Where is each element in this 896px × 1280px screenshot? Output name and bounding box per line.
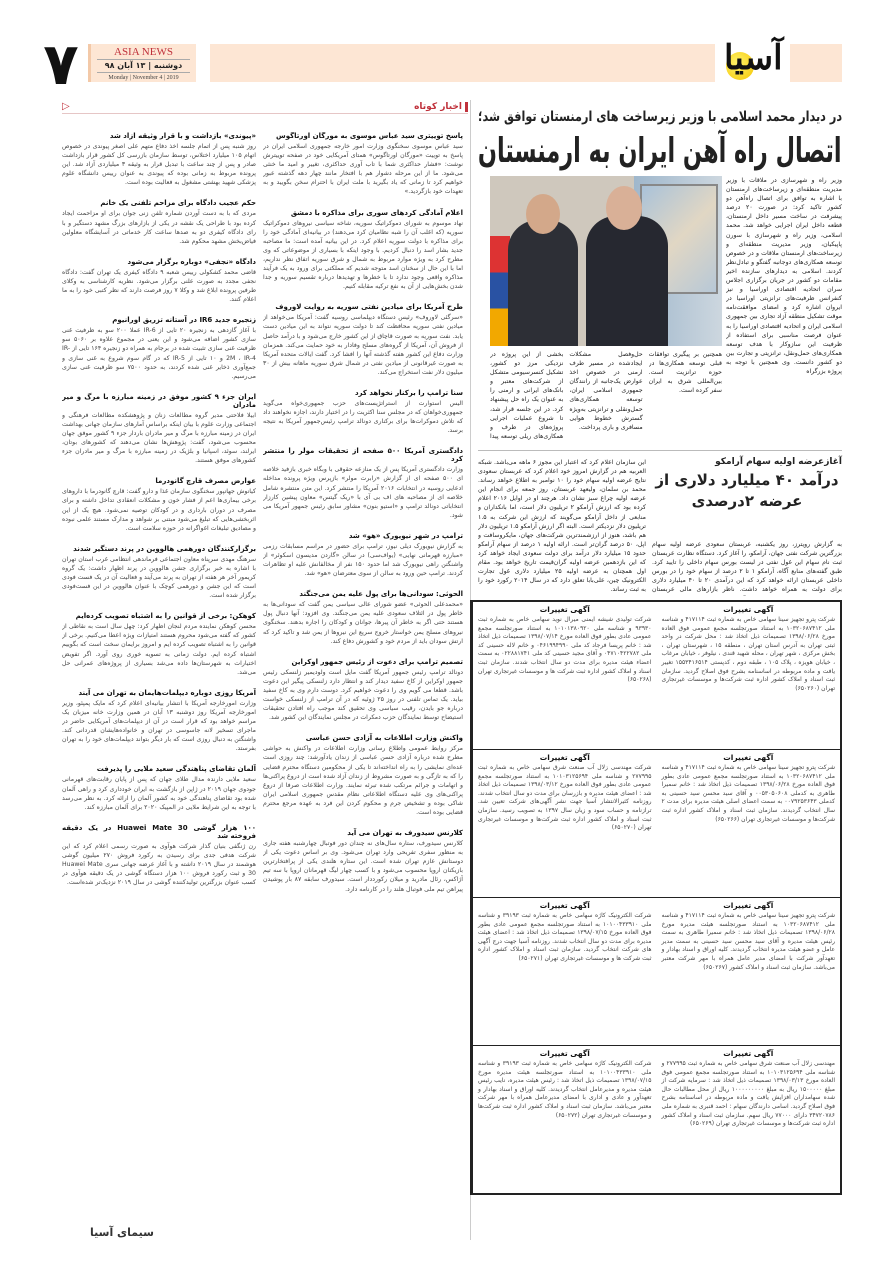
- news-title: «پیوندی» بازداشت و با قرار وثیقه آزاد شد: [109, 132, 256, 140]
- legal-notice: [657, 1046, 841, 1193]
- news-body: ابیلا فلاحتی مدیر گروه مطالعات زنان و پژوهشکده مطالعات فرهنگی و اجتماعی وزارت علوم با بیان اینکه براساس آمارهای سازمان جهانی بهداشت ایران در زمینه مبارزه با مرگ و میر مادران باردار جزء ۹ کشور موفق جهان محسوب می‌شود، گفت: پژوهش‌ها نشان می‌دهند که کشورهای بوتان، ایرلند، سوئد، اسپانیا و بلژیک در زمینه مبارزه با مرگ و میر مادران جزء کشورهای موفق هستند.: [62, 411, 256, 465]
- legal-notice: [657, 750, 841, 898]
- notice-title: آگهی تغییرات: [539, 901, 590, 910]
- news-body: قاضی محمد کشکولی رییس شعبه ۹ دادگاه کیفری یک تهران گفت: دادگاه نجفی مجدد به صورت علنی برگزار می‌شود. نظریه کارشناسی به وکلای طرفین پرونده ابلاغ شد و وکلا ۷ روز فرصت دارند که نظر کتبی خود را به ما اعلام کنند.: [62, 268, 256, 304]
- news-title: حکم عجیب دادگاه برای مزاحم تلفنی یک خانم: [100, 199, 256, 208]
- main-story-col: همچنین بر پیگیری توافقات قبلی توسعه همکاری‌ها در حوزه ترانزیت است. بین‌المللی شرق به ایران سفر کرده است.: [648, 351, 722, 395]
- news-title: عوارض مصرف قارچ گانودرما: [155, 477, 256, 486]
- news-item: [263, 447, 463, 520]
- news-title: دادگاه «نجفی» دوباره برگزار می‌شود: [127, 257, 256, 266]
- ads-column-right: [657, 602, 841, 1193]
- notice-title: آگهی تغییرات: [723, 1049, 774, 1058]
- header-band: [210, 44, 715, 82]
- notice-body: مهندسی زلال آب صنعت شرق سهامی خاص به شماره ثبت ۲۷۷۹۹۵ و شناسه ملی ۱۰۱۰۳۱۲۵۶۹۴ به استناد صورتجلسه مجمع عمومی فوق العاده مورخ ۱۳۹۸/۰۳/۱۳ تصمیمات ذیل اتخاذ شد : سرمایه شرکت از مبلغ ۱۵۰۰۰۰۰ ریال به مبلغ ۱۰۰۰۰۰۰۰۰۰ ریال از محل مطالبات حال شده سهامداران افزایش یافت و ماده مربوطه در اساسنامه بشرح فوق اصلاح گردید. اسامی دارندگان سهام : احمد قنبری به شماره ملی ۳۴۷۲۰۷۸۶ دارای ۷۷۰۰۰ ریال سهم. سازمان ثبت اسناد و املاک کشور اداره ثبت شرکت‌ها و موسسات غیرتجاری تهران (۶۵۰۲۶۹): [661, 1060, 835, 1128]
- legal-notices-box: [470, 600, 842, 1195]
- notice-title: آگهی تغییرات: [539, 605, 590, 614]
- notice-title: آگهی تغییرات: [723, 901, 774, 910]
- news-title: الحوثی: سودانی‌ها برای پول علیه یمن می‌جنگند: [299, 590, 463, 599]
- news-title: واکنش وزارت اطلاعات به آزادی حسن عباسی: [305, 734, 463, 743]
- notice-body: شرکت پترو تجهیز سینا سهامی خاص به شماره ثبت ۴۱۷۱۱۴ و شناسه ملی ۱۰۳۲۰۶۸۷۴۱۲ به استناد صورتجلسه مجمع عمومی عادی بطور فوق العاده مورخ ۱۳۹۸/۰۶/۲۸ تصمیمات ذیل اتخاذ شد : خانم سمیرا طاهری به کدملی ۰۰۵۳۰۵۰۶۰۸ و آقای سید محسن سید حسینی به کدملی ۰۰۷۹۲۵۳۶۴۳ به سمت اعضای اصلی هیئت مدیره برای مدت ۲ سال انتخاب گردیدند. سازمان ثبت اسناد و املاک کشور اداره ثبت شرکت‌ها و موسسات غیرتجاری تهران (۶۵۰۲۶۶): [661, 764, 836, 823]
- asia-logo: [716, 40, 786, 86]
- date-box: [88, 44, 196, 82]
- main-headline-wrap: [478, 130, 842, 172]
- news-body: دونالد ترامپ رئیس جمهور آمریکا گفت مایل است ولودیمیر زلنسکی رئیس جمهور اوکراین از کاخ سفید دیدار کند و انتظار دارد زلنسکی پیگیر این دعوت باشد. قطعا می گویم وی را دعوت خواهیم کرد. دوست دارم وی به کاخ سفید بیاید. یک تماس تلفنی در روز ۲۵ ژوئیه که در آن ترامپ از زلنسکی خواست درباره جو بایدن، رقیب سیاسی وی تحقیق کند موجب راه افتادن تحقیقات استیضاح توسط نمایندگان حزب دمکرات در مجلس نمایندگان این کشور شد.: [263, 668, 463, 722]
- news-item: [263, 590, 463, 645]
- news-item: [263, 303, 463, 377]
- news-body: سید عباس موسوی سخنگوی وزارت امور خارجه جمهوری اسلامی ایران در پاسخ به توییت «مورگان اورتاگوس» همتای آمریکایی خود در صفحه توییترش نوشت: «فشار حداکثری شما با تاب آوری حداکثری، تغییر و امید ما خنثی می‌شود. ما از این مرحله دشوار هم با افتخار مانند چهار دهه گذشته عبور خواهیم کرد تا زمانی که یاد بگیرید با ملت ایران با احترام سخن بگویید و به تعهدات خود بازگردید.»: [263, 143, 463, 196]
- news-item: [62, 199, 256, 245]
- date-en: Monday | November 4 | 2019: [108, 75, 179, 81]
- main-kicker: در دیدار محمد اسلامی با وزیر زیرساخت های ارمنستان توافق شد؛: [477, 109, 842, 125]
- news-body: مردی که با به دست آوردن شماره تلفن زنی جوان برای او مزاحمت ایجاد کرده بود با طراحی یک نقشه در یکی از بازارهای بزرگ مشهد دستگیر و با رای دادگاه کیفری دو به صدها ساعت کار خدماتی در آسایشگاه معلولین فیاض‌بخش مشهد محکوم شد.: [62, 210, 256, 245]
- news-item: [263, 532, 463, 578]
- main-story-col: حل‌وفصل مشکلات ایجادشده در مسیر طرف ارمنی در خصوص اخذ عوارض یک‌جانبه از رانندگان جمهوری اسلامی ایران، توسعه همکاری‌های حمل‌ونقلی و ترانزیتی به‌ویژه گسترش خطوط هوایی مسافری و باری پرداخت.: [569, 351, 643, 431]
- news-body: به گزارش نیویورک دیلی نیوز، ترامپ برای حضور در مراسم مسابقات رزمی «مبارزه قهرمانی نهایی» (یو‌اف‌سی) در سالن «گاردن مدیسون اسکوئر» از واشنگتن راهی نیویورک شد اما حدود ۱۵۰ نفر از مخالفانش علیه او تظاهرات کردند. ترامپ حین ورود به سالن از سوی معترضان «هو» شد.: [263, 542, 463, 578]
- news-title: کلارنس سیدورف به تهران می آید: [347, 829, 463, 838]
- news-item: [62, 316, 256, 381]
- notice-body: شرکت پترو تجهیز سینا سهامی خاص به شماره ثبت ۴۱۷۱۱۴ و شناسه ملی ۱۰۳۲۰۶۸۷۴۱۲ به استناد صورتجلسه مجمع عمومی فوق العاده مورخ ۱۳۹۸/۰۶/۲۸ تصمیمات ذیل اتخاذ شد : محل شرکت در واحد ثبتی تهران به آدرس استان تهران ، منطقه ۱۵ ، شهرستان تهران ، بخش مرکزی ، شهر تهران ، محله شهید قندی ، نیلوفر ، خیابان مرغاب ، خیابان هویزه ، پلاک ۱۰۵ ، طبقه دوم ، کدپستی ۱۵۵۳۴۱۶۵۱۴ تغییر یافت و ماده مربوطه در اساسنامه بشرح فوق اصلاح گردید. سازمان ثبت اسناد و املاک کشور اداره ثبت شرکت‌ها و موسسات غیرتجاری تهران (۶۵۰۲۶۰): [661, 616, 836, 692]
- news-title: اعلام آمادگی کردهای سوری برای مذاکره با دمشق: [290, 208, 463, 217]
- news-body: روز شنبه پس از اتمام جلسه اخذ دفاع متهم علی اصغر پیوندی در خصوص اتهام ۱۰۵ میلیارد اختلاس، توسط سازمان بازرسی کل کشور قرار بازداشت صادر و پس از چند ساعت با تبدیل قرار به وثیقه ۳ میلیاردی آزاد شد. این پرونده مربوط به زمانی بوده که پیوندی به عنوان رییس دانشگاه علوم پزشکی شهید بهشتی مشغول به فعالیت بوده است.: [62, 143, 256, 187]
- paper-name-en: ASIA NEWS: [97, 46, 190, 60]
- news-title: زنجیره جدید IR6 در آستانه تزریق اورانیوم: [112, 316, 256, 325]
- news-body: رن ژنگفی بنیان گذار شرکت هوآوی به صورت رسمی اعلام کرد که این شرکت هدفی جدی برای رسیدن به رکورد فروش ۲۷۰ میلیون گوشی هوشمند در سال ۲۰۱۹ داشته و با آغاز عرضه جهانی سری Huawei Mate 30 و ثبت رکورد فروش ۱۰۰ هزار دستگاه گوشی در یک دقیقه هوآوی در کسب عنوان بزرگترین تولیدکننده گوشی در سال ۲۰۱۹ نزدیک‌تر شده‌است.: [62, 842, 256, 887]
- short-news-column-left: [62, 132, 256, 1222]
- news-body: مرکز روابط عمومی واطلاع رسانی وزارت اطلاعات در واکنش به حواشی مطرح شده درباره آزادی حسن عباسی از زندان یادآورشد: چند روزی است عده‌ای نمایشی را به راه انداخته‌اند تا یکی از محکومین دستگاه محترم قضایی را که به تازگی و به صورت مشروط از زندان آزاد شده است از دروغ پراکنی‌ها و اتهامات و جرائم مرتکب شده تبرئه نمایند. وزارت اطلاعات صرفا از دروغ پراکنی‌های وی علیه دستگاه اطلاعاتی نظام مقدس جمهوری اسلامی ایران شاکی بوده و تشخیص جرم و محکوم کردن این فرد به عهده مرجع محترم قضایی بوده است.: [263, 745, 463, 816]
- play-arrow-icon: ▷: [62, 101, 70, 112]
- news-title: آلمان تقاضای پناهندگی سعید ملایی را پذیرفت: [96, 765, 256, 774]
- ministers-handshake-photo: [490, 176, 722, 346]
- news-item: [62, 477, 256, 532]
- section-label: اخبار کوتاه: [414, 102, 468, 112]
- news-item: [62, 393, 256, 466]
- date-fa: دوشنبه | ۱۳ آبان ۹۸: [97, 60, 190, 73]
- news-title: ۱۰۰ هزار گوشی Huawei Mate 30 در یک دقیقه فروخته شد: [62, 823, 256, 840]
- news-item: [263, 829, 463, 894]
- news-title: تصمیم ترامپ برای دعوت از رئیس جمهور اوکراین: [291, 657, 463, 666]
- news-body: وزارت دادگستری آمریکا پس از یک منازعه حقوقی با وبگاه خبری بازفید خلاصه ای ۵۰۰ صفحه ای از گزارش «رابرت مولر» بازپرس ویژه پرونده مداخله ادعایی روسیه در انتخابات ۲۰۱۶ آمریکا را منتشر کرد. این متن منتشره شامل خلاصه ای از مصاحبه های اف بی آی با «ریک گیتس» معاون پیشین کارزار انتخاباتی دونالد ترامپ و «استیو بنون» مشاور سابق رئیس جمهور آمریکا می شود.: [263, 466, 463, 519]
- news-body: با آغاز گازدهی به زنجیره ۲۰ تایی از IR-6 عملا ۲۰۰ سو به ظرفیت غنی سازی کشور اضافه می‌شود و این یعنی در مجموع علاوه بر ۵۰۶۰ سو ظرفیت غنی سازی تثبیت شده در برجام به همراه دو زنجیره ۱۶۴ تایی از IR-2M ، IR-4 و ۱۰ تایی از IR-5 که در گام سوم شروع به غنی سازی و جمع‌آوری ذخایر غنی شده کردند، به حدود ۷۵۰۰ سو ظرفیت غنی سازی می‌رسیم.: [62, 327, 256, 380]
- news-title: ترامپ در شهر نیویورک «هو» شد: [348, 531, 463, 540]
- legal-notice: [473, 898, 657, 1046]
- main-story-columns: [490, 350, 722, 440]
- aramco-body: به گزارش رویترز، روز یکشنبه، عربستان سعودی عرضه اولیه سهام بزرگترین شرکت نفتی جهان، آرامکو، را آغاز کرد. دستگاه نظارت عربستان ثبت نام سهام این غول نفتی در لیست بورس سهام داخلی را تایید کرد. طبق گفته‌های منابع آگاه، آرامکو ۱ تا ۲ درصد از سهام خود را در بورس داخلی عربستان ارائه خواهد کرد که این درآمدی ۲۰ تا ۴۰ میلیارد دلاری برای دولت به همراه خواهد داشت. ناظر بازارهای مالی عربستان: [652, 541, 842, 594]
- news-item: [263, 209, 463, 292]
- footer-signature: سیمای آسیا: [90, 1226, 154, 1239]
- legal-notice: [657, 898, 841, 1046]
- news-title: دادگستری آمریکا ۵۰۰ صفحه از تحقیقات مولر را منتشر کرد: [263, 447, 463, 464]
- news-body: سرهنگ مهدی سرپناه معاون اجتماعی فرماندهی انتظامی غرب استان تهران با اشاره به خبر برگزاری جشن هالووین در پرند اظهار داشت: یک گروه کریمور آخر هر هفته از تهران به پرند می‌آیند و فعالیت آن در یک فست فودی است که این جشن و دورهمی کوچک با عنوان هالووین در این فست‌فودی برگزار شده است.: [62, 555, 256, 600]
- news-title: پاسخ توییتری سید عباس موسوی به مورگان اورتاگوس: [276, 132, 463, 140]
- main-story-col: بخشی از این پروژه در نزدیکی مرز دو کشور، تشکیل کنسرسیومی متشکل از شرکت‌های معتبر و بانک‌های ایرانی و ارمنی را به عنوان یک راه حل پیشنهاد کرد. در این جلسه قرار شد، تا شروع عملیات اجرایی پروژه‌های در طرف و همکاری‌های ریلی توسعه پیدا: [490, 351, 564, 440]
- news-title: برگزارکنندگان دورهمی هالووین در پرند دستگیر شدند: [73, 544, 256, 553]
- news-body: «محمدعلی الحوثی» عضو شورای عالی سیاسی یمن گفت که سودانی‌ها به خاطر پول در ائتلاف سعودی علیه یمن می‌جنگند. وی افزود: آنها دنبال پول هستند حتی اگر به خاطر آن پیرها، جوانان و کودکان را اجاره بدهند. سخنگوی نیروهای مسلح یمن خواستار خروج سریع این نیروها از یمن شد و تاکید کرد که ارتش سودان باید از مردم خود و کشورش دفاع کند.: [263, 601, 463, 645]
- news-body: کلارنس سیدورف، ستاره سال‌های نه چندان دور فوتبال چهارشنبه هفته جاری به منظور سفری تفریحی وارد تهران می‌شود. وی بر اساس دعوت یکی از دوستانش عازم تهران شده است. این ستاره هلندی یکی از پرافتخارترین بازیکنان اروپا محسوب می‌شود و با کسب چهار لیگ قهرمانان اروپا با سه تیم آژاکس، رئال مادرید و میلان رکورددار است. سیدورف سابقه ۸۷ بار پوشیدن پیراهن تیم ملی فوتبال هلند را در کارنامه دارد.: [263, 840, 463, 893]
- page-number: ۷: [43, 30, 79, 98]
- news-item: [263, 389, 463, 435]
- news-item: [62, 612, 256, 677]
- news-item: [263, 734, 463, 817]
- notice-title: آگهی تغییرات: [723, 605, 774, 614]
- news-title: ایران جزء ۹ کشور موفق در زمینه مبارزه با مرگ و میر مادران: [62, 392, 256, 409]
- news-title: سنا ترامپ را برکنار نخواهد کرد: [354, 388, 463, 397]
- news-title: آمریکا روزی دوباره دیپلمات‌هایمان به تهران می آیند: [78, 688, 256, 697]
- news-title: طرح آمریکا برای میادین نفتی سوریه به روایت لاوروف: [275, 303, 463, 312]
- news-body: محسن کوهکن نماینده مردم لنجان اظهار کرد: چهل سال است به نقاطی از کشور که گفته می‌شود محروم هستند امتیازات ویژه اعطا می‌کنیم. برخی از قوانین را به اشتباه تصویب کرده ایم و امروز برایمان سخت است که بگوییم اشتباه کرده ایم. دولت زمانی به تسویه خوری روی آورد. اگر تفویض اختیارات به شهرستان‌ها داده می‌شد بسیاری از پروژه‌های عمرانی حل می‌شد.: [62, 623, 256, 676]
- notice-body: شرکت الکترونیک کاژه سهامی خاص به شماره ثبت ۳۹۱۹۳ و شناسه ملی ۱۰۱۰۰۴۳۳۹۱۰ به استناد صورتجلسه هیئت مدیره مورخ ۱۳۹۸/۰۷/۱۵ تصمیمات ذیل اتخاذ شد : رئیس هیئت مدیره، نایب رئیس هیئت مدیره و مدیرعامل انتخاب گردیدند. کلیه اوراق و اسناد بهادار و تعهدآور و عادی و اداری با امضای مدیرعامل همراه با مهر شرکت معتبر می‌باشد. سازمان ثبت اسناد و املاک کشور اداره ثبت شرکت‌ها و موسسات غیرتجاری تهران (۶۵۰۲۷۲): [478, 1060, 652, 1119]
- legal-notice: [473, 750, 657, 898]
- news-body: «سرگئی لاوروف» رئیس دستگاه دیپلماسی روسیه گفت: آمریکا می‌خواهد از میادین نفتی سوریه محافظت کند تا دولت سوریه نتواند به این میادین دست یابد. نفت سوریه به صورت قاچاق از این کشور خارج می‌شود و با درآمد حاصل از فروش آن، آمریکا از گروه‌های مسلح وفادار به خود حمایت می‌کند. همزمان وزارت دفاع این کشور هفته گذشته آنها را افشا کرد. گفت ایالات متحده آمریکا به صورت غیرقانونی از میادین نفتی در شمال شرق سوریه ماهانه بیش از ۳۰ میلیون دلار نفت استخراج می‌کند.: [263, 314, 463, 376]
- news-item: [62, 132, 256, 187]
- main-story-body: وزیر راه و شهرسازی در ملاقات با وزیر مدیریت منطقه‌ای و زیرساخت‌های ارمنستان با اشاره به توافق برای اتصال راه‌آهن دو کشور تاکید کرد: در صورت ۲۰ درصد پیشرفت در ساخت مسیر داخل ارمنستان، قطعه داخل ایران اجرایی خواهد شد. محمد اسلامی، وزیر راه و شهرسازی با سورن پاپیکیان، وزیر مدیریت منطقه‌ای و زیرساخت‌های ارمنستان ملاقات و در خصوص توسعه همکاری‌های دوجانبه گفتگو و تبادل‌نظر کردند. اسلامی به دیدارهای سازنده اخیر مقامات دو کشور در جریان برگزاری اجلاس سران اتحادیه اقتصادی اوراسیا و نیز کنفرانس ظرفیت‌های ترانزیتی اوراسیا در ایروان اشاره کرد و امضای موافقت‌نامه موقت تشکیل منطقه آزاد تجاری بین جمهوری اسلامی ایران و اتحادیه اقتصادی اوراسیا را به عنوان فرصت مناسبی برای استفاده از ظرفیت این سازوکار با هدف توسعه همکاری‌های حمل‌ونقل، ترانزیتی و تجارت بین دو کشور دانست. وی همچنین با توجه به پروژه بزرگراه: [726, 177, 842, 375]
- news-item: [263, 658, 463, 723]
- logo-text: آسیا: [724, 38, 783, 78]
- notice-title: آگهی تغییرات: [539, 753, 590, 762]
- notice-body: شرکت پترو تجهیز سینا سهامی خاص به شماره ثبت ۴۱۷۱۱۴ و شناسه ملی ۱۰۳۲۰۶۸۷۴۱۲ به استناد صورتجلسه هیئت مدیره مورخ ۱۳۹۸/۰۶/۲۸ تصمیمات ذیل اتخاذ شد : خانم سمیرا طاهری به سمت رئیس هیئت مدیره و آقای سید محسن سید حسینی به سمت مدیر عامل و عضو هیئت مدیره انتخاب گردیدند. کلیه اوراق و اسناد بهادار و تعهدآور شرکت با امضای مدیر عامل همراه با مهر شرکت معتبر می‌باشد. سازمان ثبت اسناد و املاک کشور (۶۵۰۲۶۷): [661, 912, 835, 971]
- news-item: [62, 545, 256, 600]
- main-kicker-wrap: [478, 108, 842, 126]
- header-band-right: [790, 44, 842, 82]
- legal-notice: [473, 1046, 657, 1193]
- news-body: وزارت امورخارجه آمریکا با انتشار بیانیه‌ای اعلام کرد که مایک پمپئو، وزیر امورخارجه آمریکا روز دوشنبه ۱۳ آبان در همین وزارت خانه میزبان یک مراسم خواهد بود که قرار است در آن از دیپلمات‌های آمریکایی حاضر در ماجرای تسخیر لانه جاسوسی در تهران و خانواده‌هایشان قدردانی کند. واشنگتن به دنبال روزی است که بار دیگر بتواند دیپلمات‌های خود را به تهران بفرستد.: [62, 699, 256, 753]
- news-body: الیس استوارت از استراتژیست‌های حزب جمهوری‌خواه می‌گوید جمهوری‌خواهان که در مجلس سنا اکثریت را در اختیار دارند، اجازه نخواهند داد که تلاش دموکرات‌ها برای برکناری دونالد ترامپ رئیس‌جمهور آمریکا به نتیجه برسد.: [263, 399, 463, 435]
- news-title: کوهکن: برخی از قوانین را به اشتباه تصویب کرده‌ایم: [75, 612, 256, 621]
- news-body: نهاد موسوم به شورای دموکراتیک سوریه، شاخه سیاسی نیروهای دموکراتیک سوریه (که اغلب آن را شبه نظامیان کرد می‌دهند) در بیانیه‌ای آمادگی خود را برای مذاکره با دولت سوریه اعلام کرد. در این بیانیه آمده است: ما مصاحبه جدید بشار اسد را دنبال کردیم. با وجود اینکه با بسیاری از موضوعاتی که وی مطرح کرد به ویژه موارد مربوط به شمال و شرق سوریه اتفاق نظر نداریم، اما با این حال از سخنان اسد متوجه شدیم که مملکتی برای ورود به یک فرآیند مذاکره واقعی وجود ندارد تا با خطرها و تهدیدها درباره تقسیم سوریه و جدا شدن بخش‌هایی از آن به نفع ترکیه مقابله کنیم.: [263, 219, 463, 291]
- aramco-continued: این سازمان اعلام کرد که اعتبار این مجوز ۶ ماهه می‌باشد. شبکه العربیه هم در گزارش امروز خود اعلام کرد که عربستان سعودی نتایج عرضه اولیه سهام خود را ۱۰ نوامبر به اطلاع خواهد رساند. محمد بن سلمان، ولیعهد عربستان، روز جمعه برای انجام این عرضه اولیه چراغ سبز نشان داد. هرچند او در اوایل ۲۰۱۶ اعلام کرده بود که ارزش آرامکو ۲ تریلیون دلار است، اما بانکداران و منابعی از داخل آرامکو می‌گویند که ارزش این شرکت به ۱.۵ تریلیون دلار نزدیکتر است. البته اگر ارزش آرامکو ۱.۵ تریلیون دلار هم باشد، هنوز از ارزشمندترین شرکت‌های جهان، مایکروسافت و اپل، ۵۰ درصد گران‌تر است. ارائه اولیه ۱ درصد از سهام آرامکو حدود ۱۵ میلیارد دلار درآمد برای دولت سعودی ایجاد خواهد کرد که این بازدهمین عرضه اولیه گران‌قیمت تاریخ خواهد بود. مقام اول همچنان به عرضه اولیه ۲۵ میلیارد دلاری غول تجارت الکترونیک چین، علی‌بابا تعلق دارد که در سال ۲۰۱۴ رکورد خود را به ثبت رساند.: [478, 459, 646, 594]
- legal-notice: [473, 602, 657, 750]
- news-item: [62, 258, 256, 304]
- main-headline: اتصال راه آهن ایران به ارمنستان: [478, 131, 842, 171]
- notice-body: شرکت الکترونیک کاژه سهامی خاص به شماره ثبت ۳۹۱۹۳ و شناسه ملی ۱۰۱۰۰۴۳۳۹۱۰ به استناد صورتجلسه مجمع عمومی عادی بطور فوق العاده مورخ ۱۳۹۸/۰۷/۱۵ تصمیمات ذیل اتخاذ شد : اعضای هیئت مدیره برای مدت دو سال انتخاب شدند. روزنامه آسیا جهت درج آگهی های شرکت انتخاب گردید. سازمان ثبت اسناد و املاک کشور اداره ثبت شرکت ها و موسسات غیرتجاری تهران (۶۵۰۲۷۱): [478, 912, 652, 962]
- ads-column-left: [472, 602, 657, 1193]
- news-item: [62, 824, 256, 887]
- short-news-column-right: [263, 132, 463, 1242]
- legal-notice: [657, 602, 841, 750]
- notice-title: آگهی تغییرات: [723, 753, 774, 762]
- aramco-kicker: آغازعرضه اولیه سهام آرامکو: [715, 457, 842, 467]
- news-body: سعید ملایی دارنده مدال طلای جهان که پس از پایان رقابت‌های قهرمانی جودوی جهان ۲۰۱۹ در ژاپن از بازگشت به ایران خودداری کرد و راهی آلمان شده بود تقاضای پناهندگی خود به کشور آلمان را ارائه کرد. به نظر می‌رسد با توجه به این شرایط ملایی در المپیک ۲۰۲۰ برای آلمان مبارزه کند.: [62, 776, 256, 811]
- news-body: کیانوش جهانپور سخنگوی سازمان غذا و دارو گفت: قارچ گانودرما با داروهای برخی بیماری‌ها اعم از فشار خون و مشکلات انعقادی تداخل داشته و برای مصرف در دوران بارداری و در کودکان توصیه نمی‌شود. هیچ یک از این اثربخشی‌هایی که تبلیغ می‌شود مبتنی بر شواهد و مدارک مستند علمی نبوده و مصادیق تبلیغات اغواگرانه در حوزه سلامت است.: [62, 488, 256, 532]
- notice-title: آگهی تغییرات: [539, 1049, 590, 1058]
- aramco-headline: درآمد ۴۰ میلیارد دلاری از عرضه ۲درصدی: [655, 471, 839, 510]
- news-item: [62, 689, 256, 754]
- notice-body: شرکت تولیدی شیشه ایمنی میرال نوید سهامی خاص به شماره ثبت ۹۳۹۳۰ و شناسه ملی ۱۰۱۰۱۳۸۰۹۲۰ به استناد صورتجلسه مجمع عمومی عادی بطور فوق العاده مورخ ۱۳۹۸/۰۷/۱۴ تصمیمات ذیل اتخاذ شد : خانم پریسا فرجاد کد ملی ۰۴۶۱۹۹۴۹۹۰ و خانم لاله حسینی کد ملی ۰۴۷۱۰۴۲۲۷۸۲ و آقای مجید حسینی کد ملی ۰۲۲۸۸۱۷۴۱ به سمت اعضاء هیئت مدیره برای مدت دو سال انتخاب شدند. سازمان ثبت اسناد و املاک کشور اداره ثبت شرکت ها و موسسات غیرتجاری تهران (۶۵۰۲۶۸): [478, 616, 652, 684]
- news-item: [62, 765, 256, 811]
- divider: [478, 450, 842, 451]
- notice-body: شرکت مهندسی زلال آب صنعت شرق سهامی خاص به شماره ثبت ۲۷۷۹۹۵ و شناسه ملی ۱۰۱۰۳۱۲۵۶۹۴ به استناد صورتجلسه مجمع عمومی عادی بطور فوق العاده مورخ ۱۳۹۸/۰۳/۱۲ تصمیمات ذیل اتخاذ شد : اعضای هیئت مدیره و بازرسان برای مدت دو سال انتخاب شدند. روزنامه کثیرالانتشار آسیا جهت نشر آگهی‌های شرکت تعیین شد. ترازنامه و حساب سود و زیان سال ۱۳۹۷ به تصویب رسید. سازمان ثبت اسناد و املاک کشور اداره ثبت شرکت‌ها و موسسات غیرتجاری تهران (۶۵۰۲۷۰): [478, 764, 652, 832]
